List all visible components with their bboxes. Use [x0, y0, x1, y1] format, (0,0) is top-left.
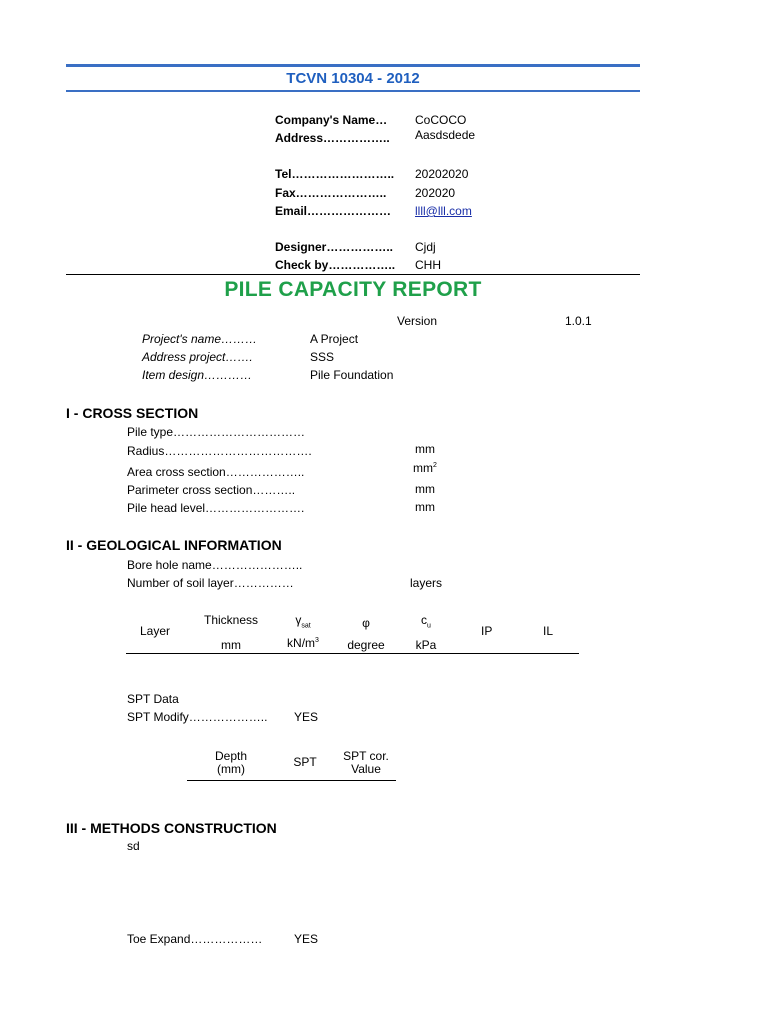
project-name-value: A Project	[310, 332, 359, 346]
item-design-value: Pile Foundation	[310, 368, 394, 382]
perimeter-label: Parimeter cross section………..	[127, 483, 296, 497]
standard-title: TCVN 10304 - 2012	[286, 70, 420, 87]
address-project-value: SSS	[310, 350, 335, 364]
tel-label: Tel……………………..	[275, 167, 395, 181]
toe-expand-label: Toe Expand………………	[127, 932, 263, 946]
col-gamma: $\gamma_{sat}$	[295, 613, 311, 630]
area-unit: $mm^2$	[413, 461, 437, 475]
pile-type-label: Pile type……………………………	[127, 425, 306, 439]
report-title: PILE CAPACITY REPORT	[224, 278, 482, 301]
col-cu-unit: kPa	[415, 638, 437, 652]
methods-value: sd	[127, 839, 140, 853]
project-name-label: Project's name………	[142, 332, 257, 346]
radius-label: Radius……………………………….	[127, 444, 312, 458]
pile-head-unit: mm	[415, 500, 435, 514]
spt-data-label: SPT Data	[127, 692, 179, 706]
header-bottom-rule	[66, 90, 640, 92]
fax-label: Fax…………………..	[275, 186, 387, 200]
col-layer: Layer	[140, 624, 171, 638]
spt-col-depth-unit: (mm)	[217, 762, 245, 776]
spt-col-depth: Depth	[214, 749, 248, 763]
version-value: 1.0.1	[565, 314, 592, 328]
address-label: Address……………..	[275, 131, 390, 145]
company-value: CoCOCO	[415, 113, 467, 127]
col-phi-unit: degree	[347, 638, 385, 652]
area-label: Area cross section………………..	[127, 465, 305, 479]
soil-layer-unit: layers	[410, 576, 443, 590]
header-separator	[66, 274, 640, 275]
header-top-rule	[66, 64, 640, 67]
col-thickness-unit: mm	[221, 638, 241, 652]
geological-heading: II - GEOLOGICAL INFORMATION	[66, 537, 282, 553]
spt-modify-value: YES	[294, 710, 319, 724]
spt-col-cor-value: Value	[351, 762, 381, 776]
checkby-value: CHH	[415, 258, 441, 272]
spt-modify-label: SPT Modify………………..	[127, 710, 268, 724]
email-label: Email…………………	[275, 204, 392, 218]
spt-table-rule	[187, 780, 396, 781]
designer-value: Cjdj	[415, 240, 436, 254]
col-ip: IP	[481, 624, 493, 638]
col-gamma-unit: $kN/m^3$	[287, 636, 319, 650]
company-label: Company's Name…	[275, 113, 388, 127]
bore-hole-label: Bore hole name…………………..	[127, 558, 303, 572]
email-link[interactable]: llll@lll.com	[415, 204, 472, 218]
methods-heading: III - METHODS CONSTRUCTION	[66, 820, 277, 836]
soil-layer-label: Number of soil layer……………	[127, 576, 294, 590]
col-thickness: Thickness	[203, 613, 259, 627]
radius-unit: mm	[415, 442, 435, 456]
perimeter-unit: mm	[415, 482, 435, 496]
checkby-label: Check by……………..	[275, 258, 396, 272]
address-project-label: Address project…….	[142, 350, 253, 364]
col-il: IL	[543, 624, 554, 638]
col-cu: $c_u$	[421, 613, 431, 630]
tel-value: 20202020	[415, 167, 469, 181]
spt-col-cor: SPT cor.	[343, 749, 389, 763]
spt-col-spt: SPT	[293, 755, 317, 769]
pile-head-label: Pile head level…………………….	[127, 501, 305, 515]
toe-expand-value: YES	[294, 932, 319, 946]
cross-section-heading: I - CROSS SECTION	[66, 405, 199, 421]
version-label: Version	[397, 314, 438, 328]
fax-value: 202020	[415, 186, 456, 200]
designer-label: Designer……………..	[275, 240, 394, 254]
item-design-label: Item design…………	[142, 368, 253, 382]
col-phi: φ	[362, 616, 370, 630]
soil-table-rule	[126, 653, 579, 654]
address-value: Aasdsdede	[415, 128, 476, 142]
